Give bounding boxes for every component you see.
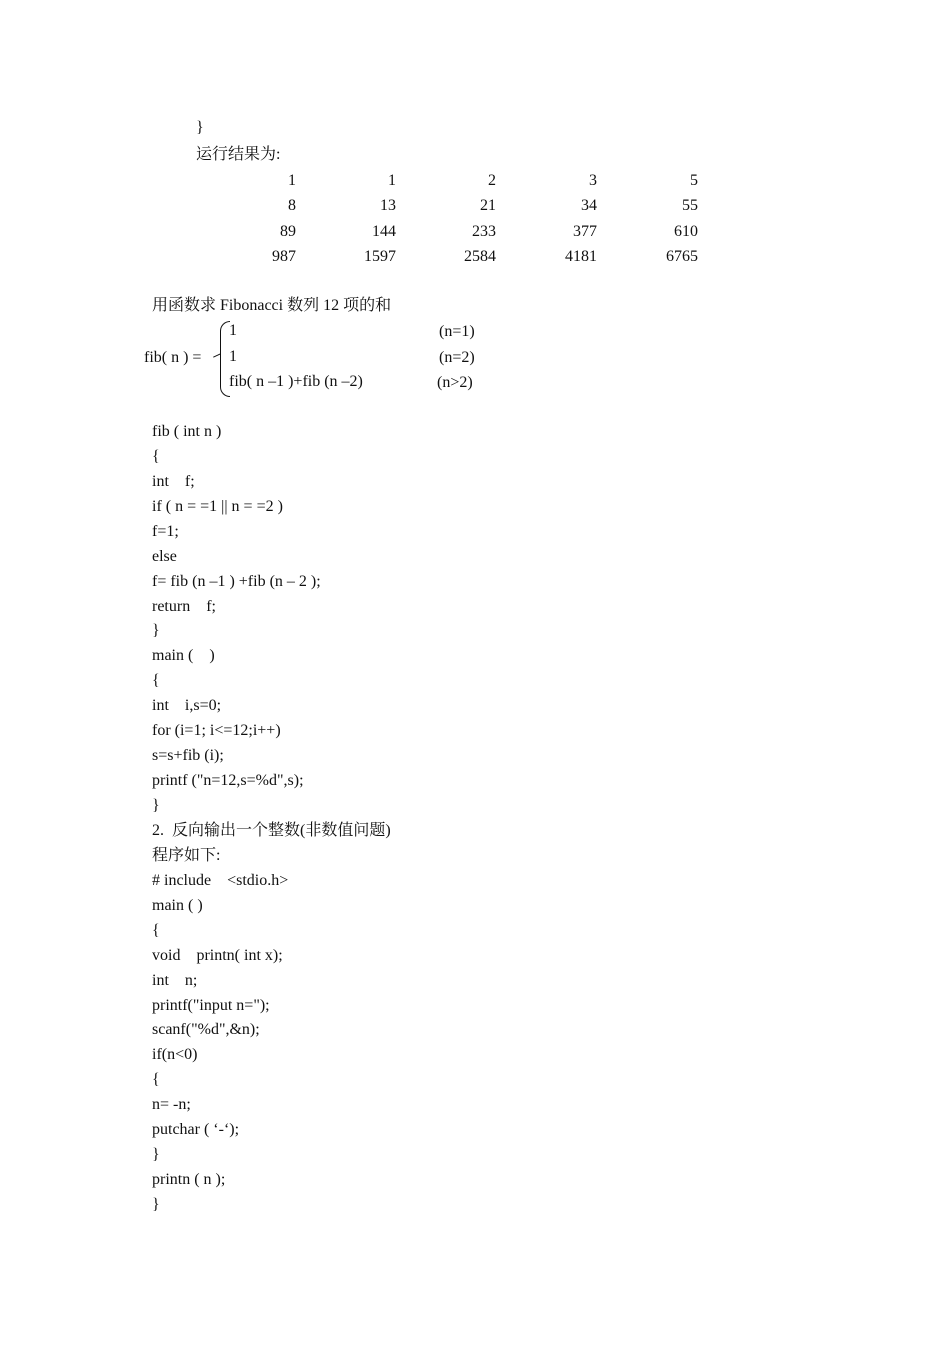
- case-cond: (n=1): [439, 323, 475, 340]
- result-cell: 1: [388, 172, 396, 189]
- result-cell: 21: [480, 197, 496, 214]
- section2-intro: 程序如下:: [152, 847, 221, 864]
- code-line: return f;: [152, 598, 216, 615]
- case-cond: (n=2): [439, 349, 475, 366]
- code-line: printf ("n=12,s=%d",s);: [152, 772, 304, 789]
- result-cell: 610: [674, 223, 698, 240]
- code-line: if(n<0): [152, 1046, 198, 1063]
- code-line: else: [152, 548, 177, 565]
- code-line: }: [152, 1196, 160, 1213]
- result-cell: 34: [581, 197, 597, 214]
- result-cell: 2: [488, 172, 496, 189]
- result-cell: 6765: [666, 248, 698, 265]
- code-line: printn ( n );: [152, 1171, 226, 1188]
- case-expr: 1: [229, 348, 237, 365]
- result-cell: 3: [589, 172, 597, 189]
- code-line: putchar ( ‘-‘);: [152, 1121, 240, 1138]
- case-expr: fib( n –1 )+fib (n –2): [229, 373, 363, 390]
- code-line: f=1;: [152, 523, 179, 540]
- code-line: main ( ): [152, 647, 215, 664]
- code-line: }: [152, 622, 160, 639]
- code-line: n= -n;: [152, 1096, 191, 1113]
- code-line: {: [152, 1071, 160, 1088]
- code-line: int i,s=0;: [152, 697, 222, 714]
- code-line: {: [152, 448, 160, 465]
- code-line: {: [152, 922, 160, 939]
- result-cell: 2584: [464, 248, 496, 265]
- formula-lhs: fib( n ) =: [144, 349, 202, 366]
- code-line: f= fib (n –1 ) +fib (n – 2 );: [152, 573, 321, 590]
- code-line: for (i=1; i<=12;i++): [152, 722, 281, 739]
- code-line: void printn( int x);: [152, 947, 283, 964]
- code-line: # include <stdio.h>: [152, 872, 289, 889]
- code-line: scanf("%d",&n);: [152, 1021, 260, 1038]
- result-cell: 377: [573, 223, 597, 240]
- code-line: {: [152, 672, 160, 689]
- result-cell: 8: [288, 197, 296, 214]
- case-expr: 1: [229, 322, 237, 339]
- code-line: int f;: [152, 473, 195, 490]
- result-cell: 55: [682, 197, 698, 214]
- code-line: main ( ): [152, 897, 203, 914]
- result-cell: 89: [280, 223, 296, 240]
- result-cell: 1597: [364, 248, 396, 265]
- code-line: }: [152, 1146, 160, 1163]
- case-cond: (n>2): [437, 374, 473, 391]
- result-cell: 4181: [565, 248, 597, 265]
- code-line: printf("input n=");: [152, 997, 270, 1014]
- code-line: }: [152, 797, 160, 814]
- section2-title: 2. 反向输出一个整数(非数值问题): [152, 822, 391, 839]
- code-line: s=s+fib (i);: [152, 747, 224, 764]
- result-label: 运行结果为:: [196, 146, 281, 163]
- code-line: if ( n = =1 || n = =2 ): [152, 498, 283, 515]
- section-heading: 用函数求 Fibonacci 数列 12 项的和: [152, 297, 392, 314]
- result-cell: 1: [288, 172, 296, 189]
- result-cell: 144: [372, 223, 396, 240]
- result-cell: 233: [472, 223, 496, 240]
- code-line: int n;: [152, 972, 198, 989]
- result-cell: 987: [272, 248, 296, 265]
- closing-brace: }: [196, 119, 204, 136]
- result-cell: 5: [690, 172, 698, 189]
- code-line: fib ( int n ): [152, 423, 222, 440]
- result-cell: 13: [380, 197, 396, 214]
